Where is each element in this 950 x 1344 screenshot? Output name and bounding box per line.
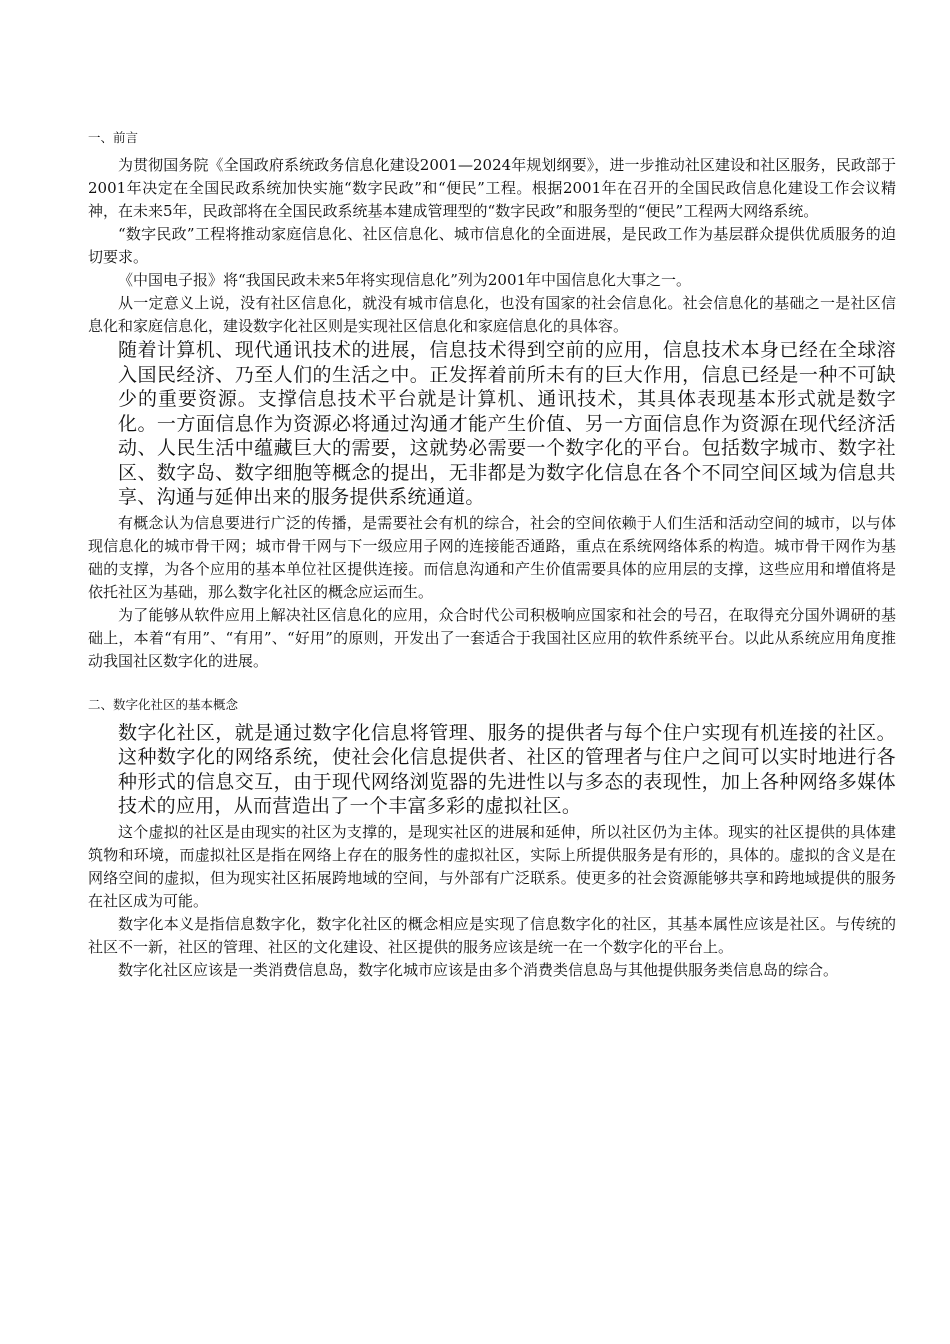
section-heading-preface: 一、前言 xyxy=(88,130,139,145)
paragraph: “数字民政”工程将推动家庭信息化、社区信息化、城市信息化的全面进展，是民政工作为基层群众提供优质服务的迫切要求。 xyxy=(88,225,896,266)
paragraph: 这个虚拟的社区是由现实的社区为支撑的，是现实社区的进展和延伸，所以社区仍为主体。现实的社区提供的具体建筑物和环境，而虚拟社区是指在网络上存在的服务性的虚拟社区，实际上所提供服务是有形的，具体的。虚拟的含义是在网络空间的虚拟，但为现实社区拓展跨地域的空间，与外部有广泛联系。使更多的社会资源能够共享和跨地域提供的服务在社区成为可能。 xyxy=(88,822,896,910)
section-heading-concept: 二、数字化社区的基本概念 xyxy=(88,696,239,712)
large-paragraph: 数字化社区，就是通过数字化信息将管理、服务的提供者与每个住户实现有机连接的社区。这种数字化的网络系统，使社会化信息提供者、社区的管理者与住户之间可以实时地进行各种形式的信息交互，由于现代网络浏览器的先进性以与多态的表现性，加上各种网络多媒体技术的应用，从而营造出了一个丰富多彩的虚拟社区。 xyxy=(118,721,896,817)
paragraph: 数字化社区应该是一类消费信息岛，数字化城市应该是由多个消费类信息岛与其他提供服务类信息岛的综合。 xyxy=(118,960,839,979)
document-page xyxy=(88,128,896,982)
paragraph: 数字化本义是指信息数字化，数字化社区的概念相应是实现了信息数字化的社区，其基本属性应该是社区。与传统的社区不一新，社区的管理、社区的文化建设、社区提供的服务应该是统一在一个数字化的平台上。 xyxy=(88,914,896,956)
paragraph: 从一定意义上说，没有社区信息化，就没有城市信息化，也没有国家的社会信息化。社会信息化的基础之一是社区信息化和家庭信息化，建设数字化社区则是实现社区信息化和家庭信息化的具体容。 xyxy=(88,294,896,335)
paragraph: 《中国电子报》将“我国民政未来5年将实现信息化”列为2001年中国信息化大事之一。 xyxy=(118,271,692,289)
large-paragraph: 随着计算机、现代通讯技术的进展，信息技术得到空前的应用，信息技术本身已经在全球溶入国民经济、乃至人们的生活之中。正发挥着前所未有的巨大作用，信息已经是一种不可缺少的重要资源。支撑信息技术平台就是计算机、通讯技术，其具体表现基本形式就是数字化。一方面信息作为资源必将通过沟通才能产生价值、另一方面信息作为资源在现代经济活动、人民生活中蕴藏巨大的需要，这就势必需要一个数字化的平台。包括数字城市、数字社区、数字岛、数字细胞等概念的提出，无非都是为数字化信息在各个不同空间区域为信息共享、沟通与延伸出来的服务提供系统通道。 xyxy=(118,339,896,508)
paragraph: 有概念认为信息要进行广泛的传播，是需要社会有机的综合，社会的空间依赖于人们生活和活动空间的城市，以与体现信息化的城市骨干网；城市骨干网与下一级应用子网的连接能否通路，重点在系统网络体系的构造。城市骨干网作为基础的支撑，为各个应用的基本单位社区提供连接。而信息沟通和产生价值需要具体的应用层的支撑，这些应用和增值将是依托社区为基础，那么数字化社区的概念应运而生。 xyxy=(88,513,896,601)
paragraph: 为了能够从软件应用上解决社区信息化的应用，众合时代公司积极响应国家和社会的号召，在取得充分国外调研的基础上，本着“有用”、“有用”、“好用”的原则，开发出了一套适合于我国社区应用的软件系统平台。以此从系统应用角度推动我国社区数字化的进展。 xyxy=(88,605,896,670)
paragraph: 为贯彻国务院《全国政府系统政务信息化建设2001—2024年规划纲要》，进一步推动社区建设和社区服务，民政部于2001年决定在全国民政系统加快实施“数字民政”和“便民”工程。根据2001年在召开的全国民政信息化建设工作会议精神，在未来5年，民政部将在全国民政系统基本建成管理型的“数字民政”和服务型的“便民”工程两大网络系统。 xyxy=(88,156,896,220)
